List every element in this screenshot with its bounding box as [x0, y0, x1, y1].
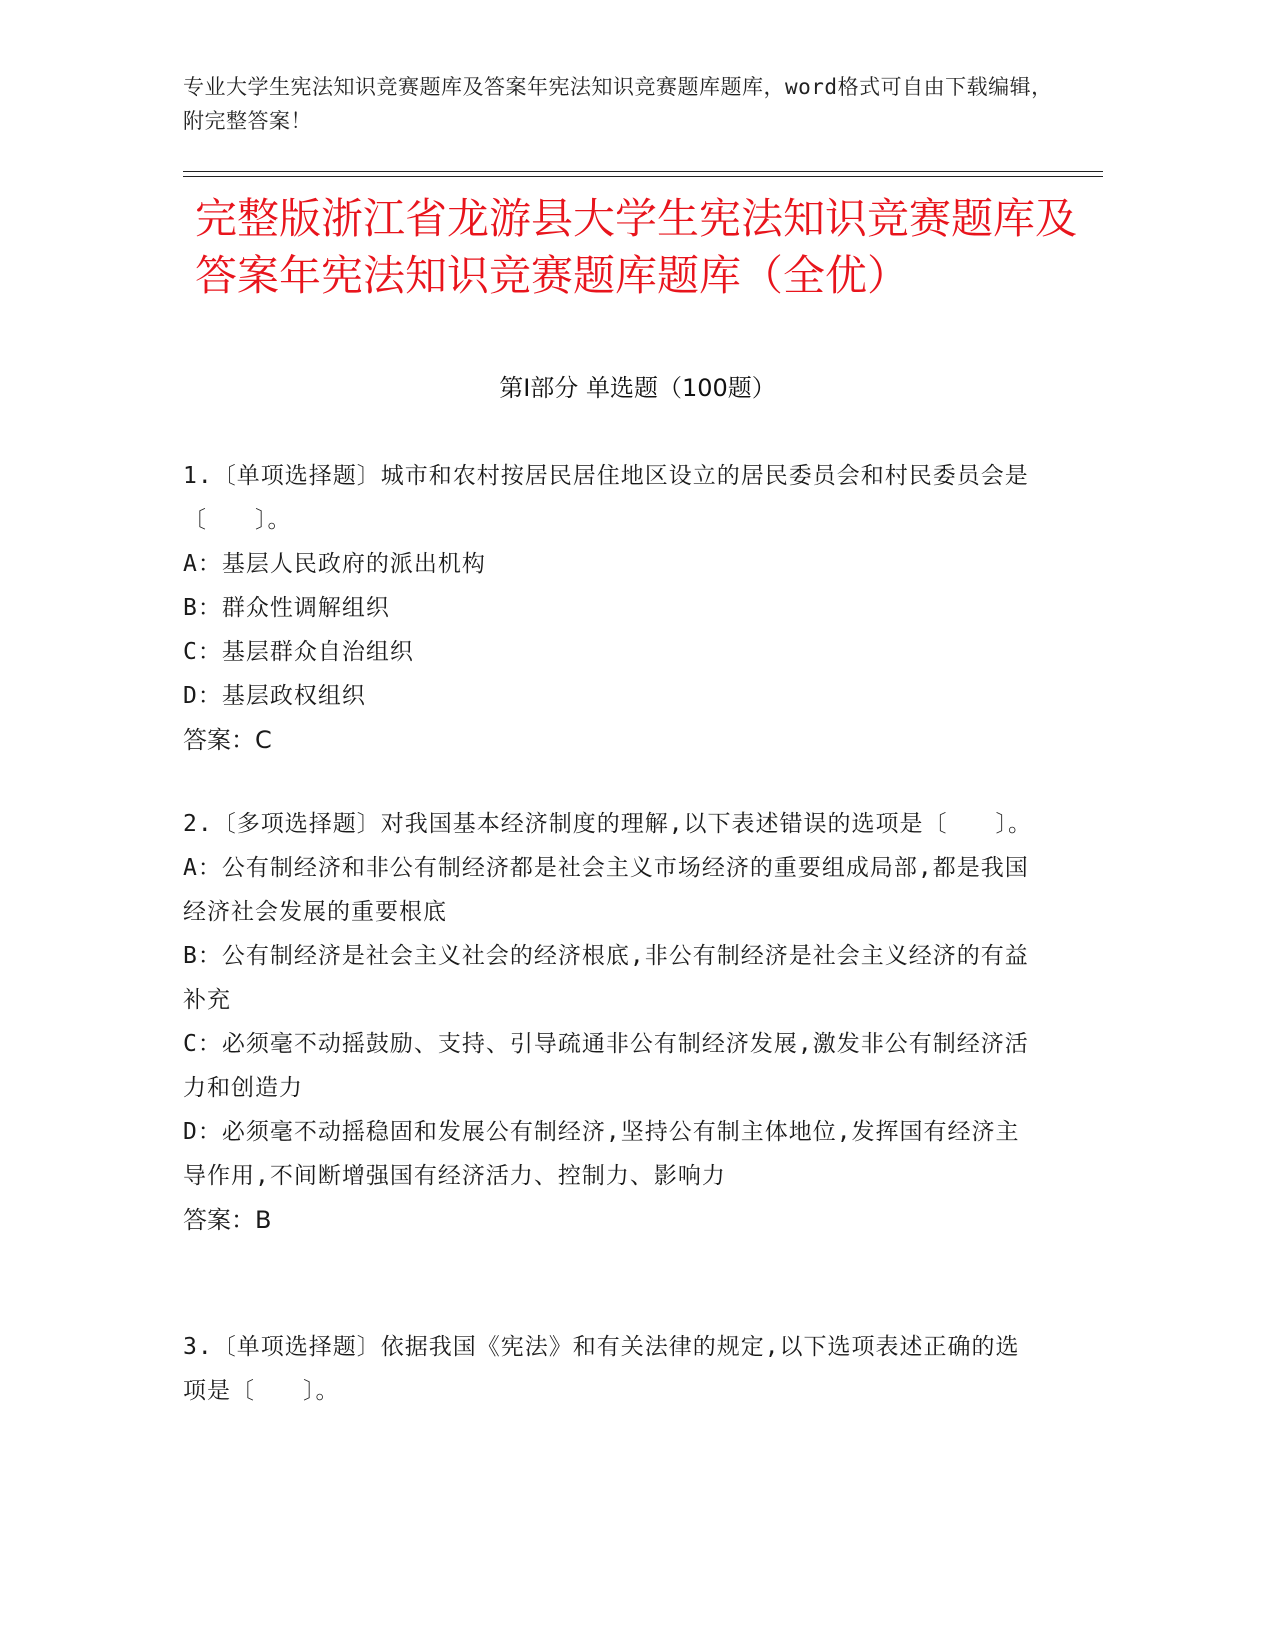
option-c: C：基层群众自治组织: [183, 639, 414, 665]
question-stem: 1.〔单项选择题〕城市和农村按居民居住地区设立的居民委员会和村民委员会是〔 〕。: [183, 463, 1029, 533]
answer: 答案：C: [183, 726, 272, 754]
question-stem: 2.〔多项选择题〕对我国基本经济制度的理解,以下表述错误的选项是〔 〕。: [183, 811, 1033, 837]
question-3: [183, 1325, 1043, 1413]
question-2: [183, 802, 1043, 1242]
question-stem: 3.〔单项选择题〕依据我国《宪法》和有关法律的规定,以下选项表述正确的选项是〔 〕。: [183, 1334, 1020, 1404]
option-c: C：必须毫不动摇鼓励、支持、引导疏通非公有制经济发展,激发非公有制经济活力和创造力: [183, 1031, 1029, 1101]
section-title: 第Ⅰ部分 单选题（100题）: [499, 374, 776, 402]
question-1: [183, 454, 1043, 762]
option-b: B：公有制经济是社会主义社会的经济根底,非公有制经济是社会主义经济的有益补充: [183, 943, 1029, 1013]
answer: 答案：B: [183, 1206, 272, 1234]
header-note: 专业大学生宪法知识竞赛题库及答案年宪法知识竞赛题库题库，word格式可自由下载编辑，附完整答案！: [183, 75, 1053, 133]
option-a: A：公有制经济和非公有制经济都是社会主义市场经济的重要组成局部,都是我国经济社会发展的重要根底: [183, 855, 1029, 925]
option-a: A：基层人民政府的派出机构: [183, 551, 486, 577]
option-d: D：基层政权组织: [183, 683, 366, 709]
option-d: D：必须毫不动摇稳固和发展公有制经济,坚持公有制主体地位,发挥国有经济主导作用,不间断增强国有经济活力、控制力、影响力: [183, 1119, 1020, 1189]
option-b: B：群众性调解组织: [183, 595, 390, 621]
header-divider-bottom: [183, 176, 1103, 177]
document-title: 完整版浙江省龙游县大学生宪法知识竞赛题库及答案年宪法知识竞赛题库题库（全优）: [195, 194, 1078, 300]
header-divider-top: [183, 171, 1103, 172]
